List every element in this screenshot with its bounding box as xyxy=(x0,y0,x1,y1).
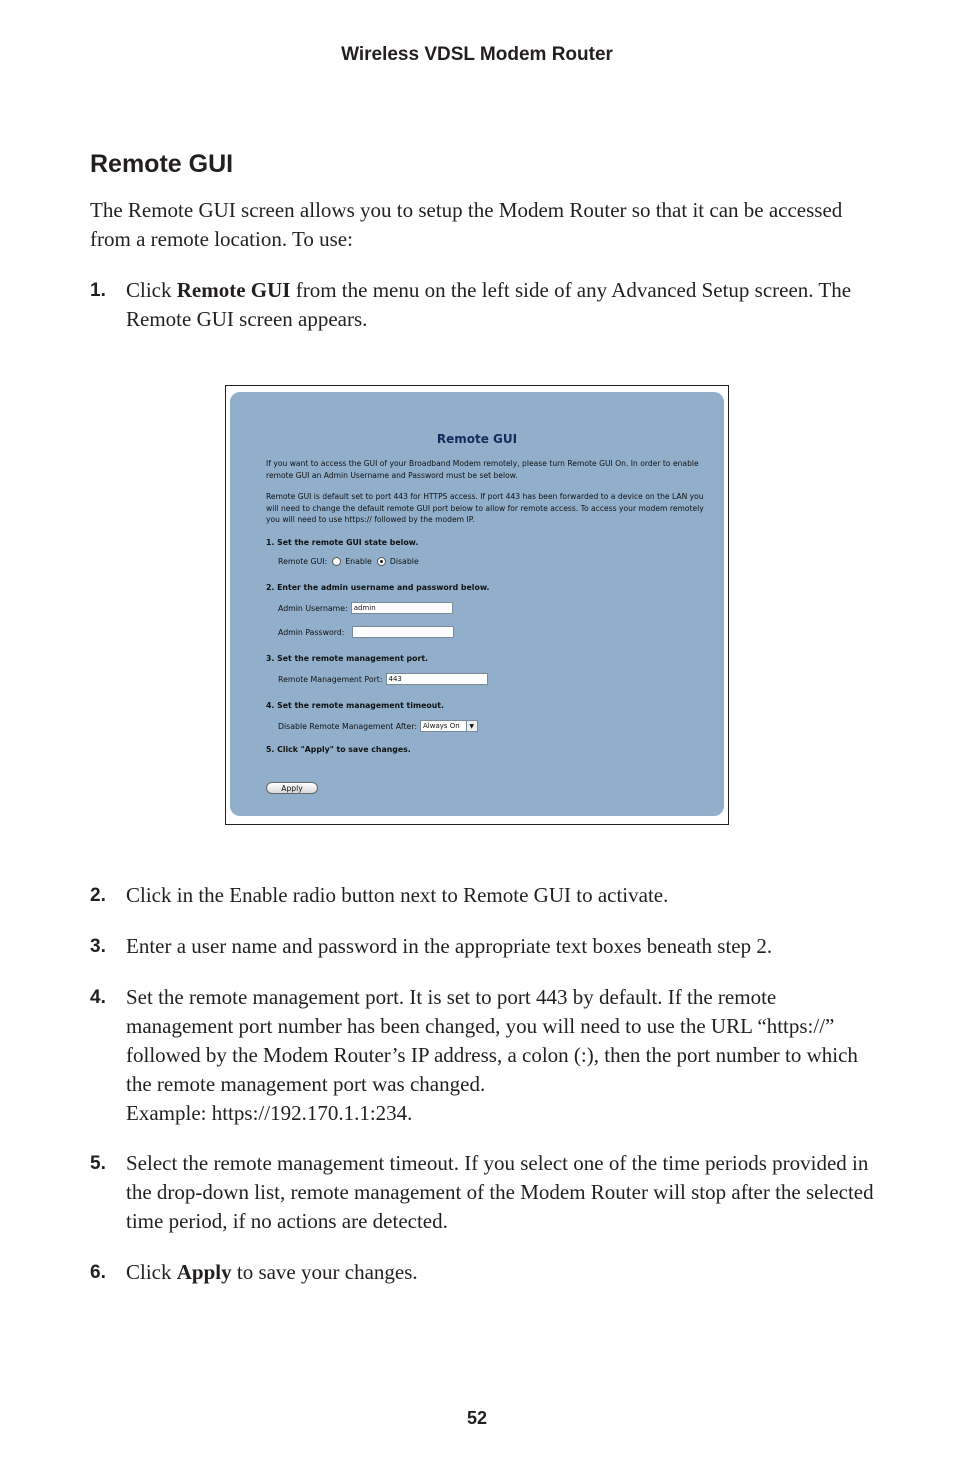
username-label: Admin Username: xyxy=(278,603,348,613)
timeout-row xyxy=(278,720,478,732)
remote-gui-row xyxy=(278,557,419,566)
intro-paragraph: The Remote GUI screen allows you to setup the Modem Router so that it can be accessed from a remote location. To use: xyxy=(90,198,843,251)
page-number: 52 xyxy=(466,1408,488,1428)
remote-gui-label: Remote GUI: xyxy=(278,557,328,566)
step-2 xyxy=(90,881,880,910)
password-input[interactable] xyxy=(352,626,454,638)
step-text: Click Apply to save your changes. xyxy=(126,1260,418,1284)
username-row xyxy=(278,602,453,614)
port-row xyxy=(278,673,488,685)
step-text xyxy=(126,983,880,1128)
step-text: Click Remote GUI from the menu on the left side of any Advanced Setup screen. The Remote GUI screen appears. xyxy=(126,278,852,331)
panel-step-2: 2. Enter the admin username and password below. xyxy=(266,583,490,592)
panel-step-4: 4. Set the remote management timeout. xyxy=(266,701,444,710)
apply-button[interactable]: Apply xyxy=(266,782,318,794)
step-1 xyxy=(90,276,880,334)
port-input[interactable]: 443 xyxy=(386,673,488,685)
port-label: Remote Management Port: xyxy=(278,674,383,684)
panel-title: Remote GUI xyxy=(436,432,518,446)
step-number: 2. xyxy=(90,885,106,906)
step-number: 1. xyxy=(90,280,106,301)
username-input[interactable]: admin xyxy=(351,602,453,614)
step-4-example: Example: https://192.170.1.1:234. xyxy=(126,1101,413,1125)
step-text: Click in the Enable radio button next to Remote GUI to activate. xyxy=(126,883,669,907)
panel-step-5: 5. Click "Apply" to save changes. xyxy=(266,745,411,754)
panel-paragraph-2: Remote GUI is default set to port 443 for HTTPS access. If port 443 has been forwarded to a device on the LAN you will need to change the default remote GUI port below to allow for remote access. To access your modem remotely you will need to use https:// followed by the modem IP. xyxy=(266,492,704,524)
running-header: Wireless VDSL Modem Router xyxy=(341,44,613,65)
disable-radio[interactable] xyxy=(377,557,386,566)
section-title: Remote GUI xyxy=(90,150,234,178)
chevron-down-icon[interactable]: ▼ xyxy=(466,721,477,731)
step-text: Select the remote management timeout. If you select one of the time periods provided in the drop-down list, remote management of the Modem Router will stop after the selected time period, if no actions are detected. xyxy=(126,1151,874,1233)
panel-step-3: 3. Set the remote management port. xyxy=(266,654,429,663)
timeout-selected-value: Always On xyxy=(423,722,460,730)
step-4 xyxy=(90,983,880,1128)
step-6 xyxy=(90,1258,880,1287)
password-label: Admin Password: xyxy=(278,627,345,637)
step-number: 5. xyxy=(90,1153,106,1174)
panel-step-1: 1. Set the remote GUI state below. xyxy=(266,538,419,547)
step-text: Enter a user name and password in the appropriate text boxes beneath step 2. xyxy=(126,934,773,958)
timeout-label: Disable Remote Management After: xyxy=(278,721,418,731)
bold-term: Remote GUI xyxy=(176,278,291,302)
step-number: 6. xyxy=(90,1262,106,1283)
enable-radio[interactable] xyxy=(332,557,341,566)
step-4-body: Set the remote management port. It is set to port 443 by default. If the remote management port number has been changed, you will need to use the URL “https://” followed by the Modem Router’s IP address, a colon (:), then the port number to which the remote management port was changed. xyxy=(126,985,858,1096)
bold-term: Apply xyxy=(176,1260,232,1284)
remote-gui-screenshot xyxy=(225,385,729,825)
timeout-select[interactable] xyxy=(420,720,478,732)
step-5 xyxy=(90,1149,880,1236)
panel-paragraph-1: If you want to access the GUI of your Broadband Modem remotely, please turn Remote GUI On. In order to enable remote GUI an Admin Username and Password must be set below. xyxy=(266,459,699,480)
step-number: 3. xyxy=(90,936,106,957)
step-3 xyxy=(90,932,880,961)
password-row xyxy=(278,626,454,638)
step-number: 4. xyxy=(90,987,106,1008)
enable-label: Enable xyxy=(345,557,372,566)
disable-label: Disable xyxy=(389,557,419,566)
remote-gui-panel xyxy=(230,392,724,816)
